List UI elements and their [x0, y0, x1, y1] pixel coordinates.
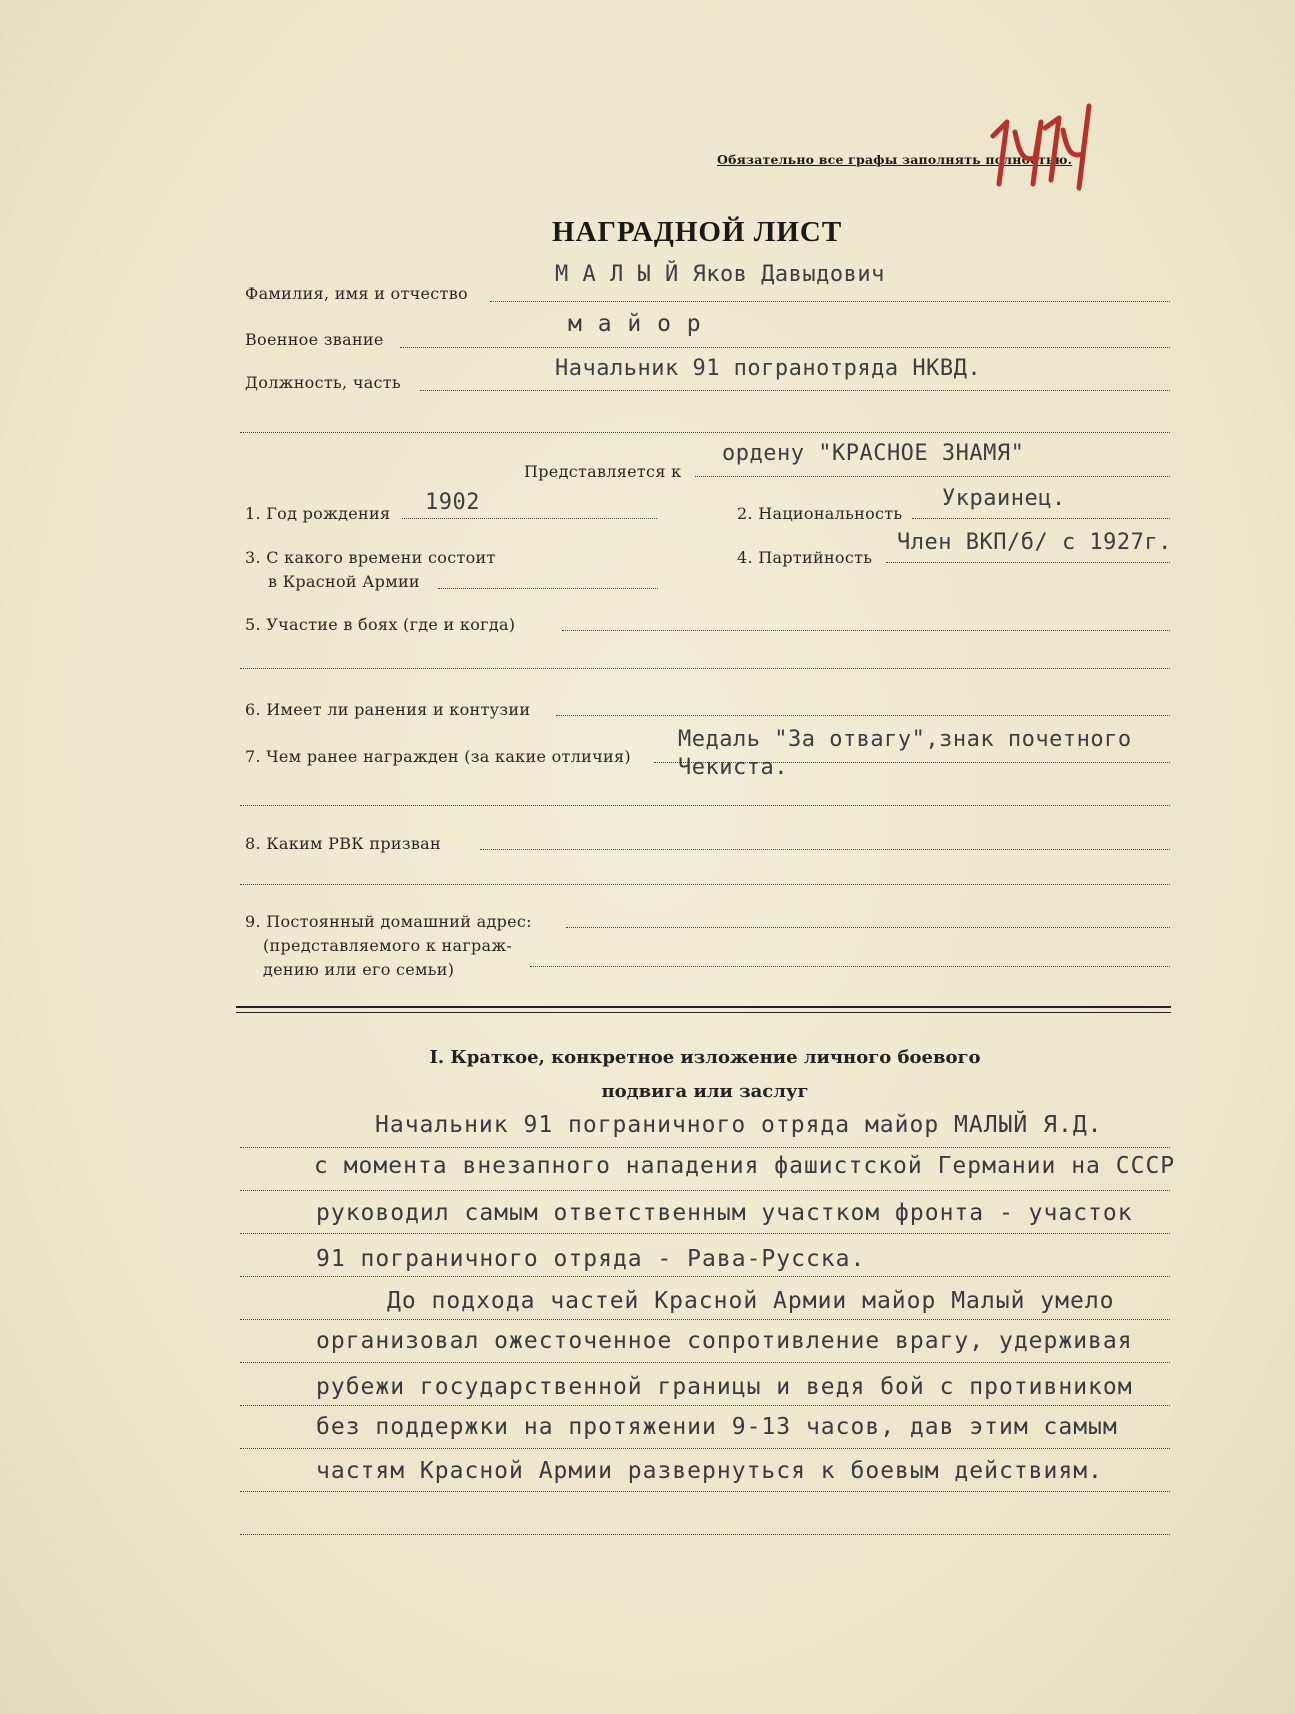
- full-name-label: Фамилия, имя и отчество: [245, 284, 468, 303]
- birth-year-value: 1902: [425, 490, 480, 515]
- full-name-value: М А Л Ы Й Яков Давыдович: [555, 262, 885, 287]
- merit-line-3: [240, 1233, 1170, 1234]
- battles-extra-line: [240, 668, 1170, 669]
- merit-line-9: [240, 1491, 1170, 1492]
- previous-awards-value-2: Чекиста.: [678, 755, 788, 780]
- address-line-2: [530, 966, 1170, 967]
- wounds-line: [556, 715, 1170, 716]
- rvk-extra-line: [240, 884, 1170, 885]
- merit-text-line-8: без поддержки на протяжении 9-13 часов, дав этим самым: [316, 1414, 1118, 1440]
- merit-text-line-2: с момента внезапного нападения фашистской Германии на СССР: [314, 1153, 1176, 1179]
- nationality-label: 2. Национальность: [737, 504, 903, 523]
- merit-line-4: [240, 1276, 1170, 1277]
- position-line: [420, 390, 1170, 391]
- merit-text-line-1: Начальник 91 пограничного отряда майор МАЛЫЙ Я.Д.: [375, 1112, 1103, 1138]
- nationality-line: [912, 518, 1170, 519]
- previous-awards-label: 7. Чем ранее награжден (за какие отличия): [245, 747, 631, 766]
- address-label-1: 9. Постоянный домашний адрес:: [245, 912, 532, 931]
- position-label: Должность, часть: [245, 373, 401, 392]
- rank-label: Военное звание: [245, 330, 384, 349]
- address-line-1: [566, 927, 1170, 928]
- previous-awards-extra-line: [240, 805, 1170, 806]
- merit-text-line-5: До подхода частей Красной Армии майор Малый умело: [387, 1288, 1115, 1314]
- birth-year-label: 1. Год рождения: [245, 504, 391, 523]
- rank-value: м а й о р: [568, 311, 702, 337]
- battles-line: [562, 630, 1170, 631]
- merit-line-7: [240, 1405, 1170, 1406]
- wounds-label: 6. Имеет ли ранения и контузии: [245, 700, 531, 719]
- merit-text-line-9: частям Красной Армии развернуться к боевым действиям.: [316, 1458, 1103, 1484]
- merit-line-10: [240, 1534, 1170, 1535]
- nominated-label: Представляется к: [524, 462, 682, 481]
- merit-line-1: [240, 1147, 1170, 1148]
- battles-label: 5. Участие в боях (где и когда): [245, 615, 516, 634]
- address-label-3: дению или его семьи): [263, 960, 455, 979]
- merit-text-line-3: руководил самым ответственным участком фронта - участок: [316, 1200, 1133, 1226]
- merit-line-2: [240, 1190, 1170, 1191]
- separator-rule-top: [236, 1006, 1171, 1008]
- merit-line-6: [240, 1362, 1170, 1363]
- section-title-line-1: I. Краткое, конкретное изложение личного боевого: [429, 1047, 981, 1068]
- position-extra-line: [240, 432, 1170, 433]
- nominated-value: ордену "КРАСНОЕ ЗНАМЯ": [722, 441, 1025, 466]
- merit-line-8: [240, 1448, 1170, 1449]
- army-since-line: [438, 588, 658, 589]
- position-value: Начальник 91 погранотряда НКВД.: [555, 356, 982, 381]
- merit-line-5: [240, 1319, 1170, 1320]
- separator-rule-bottom: [236, 1012, 1171, 1013]
- party-value: Член ВКП/б/ с 1927г.: [897, 530, 1172, 555]
- full-name-line: [490, 301, 1170, 302]
- address-label-2: (представляемого к награж-: [263, 936, 513, 955]
- rank-line: [400, 347, 1170, 348]
- army-since-label-2: в Красной Армии: [268, 572, 420, 591]
- rvk-label: 8. Каким РВК призван: [245, 834, 441, 853]
- handwritten-number: [985, 92, 1095, 192]
- army-since-label-1: 3. С какого времени состоит: [245, 548, 496, 567]
- previous-awards-value-1: Медаль "За отвагу",знак почетного: [678, 727, 1132, 752]
- merit-text-line-7: рубежи государственной границы и ведя бой с противником: [316, 1374, 1133, 1400]
- rvk-line: [480, 849, 1170, 850]
- party-line: [886, 562, 1170, 563]
- merit-text-line-6: организовал ожесточенное сопротивление врагу, удерживая: [316, 1328, 1133, 1354]
- nationality-value: Украинец.: [942, 486, 1066, 511]
- document-title: НАГРАДНОЙ ЛИСТ: [552, 216, 843, 248]
- birth-year-line: [402, 518, 657, 519]
- section-title-line-2: подвига или заслуг: [601, 1081, 809, 1102]
- nominated-line: [695, 476, 1170, 477]
- party-label: 4. Партийность: [737, 548, 873, 567]
- fill-all-fields-notice: Обязательно все графы заполнять полностью.: [717, 152, 1073, 167]
- merit-text-line-4: 91 пограничного отряда - Рава-Русска.: [316, 1246, 866, 1272]
